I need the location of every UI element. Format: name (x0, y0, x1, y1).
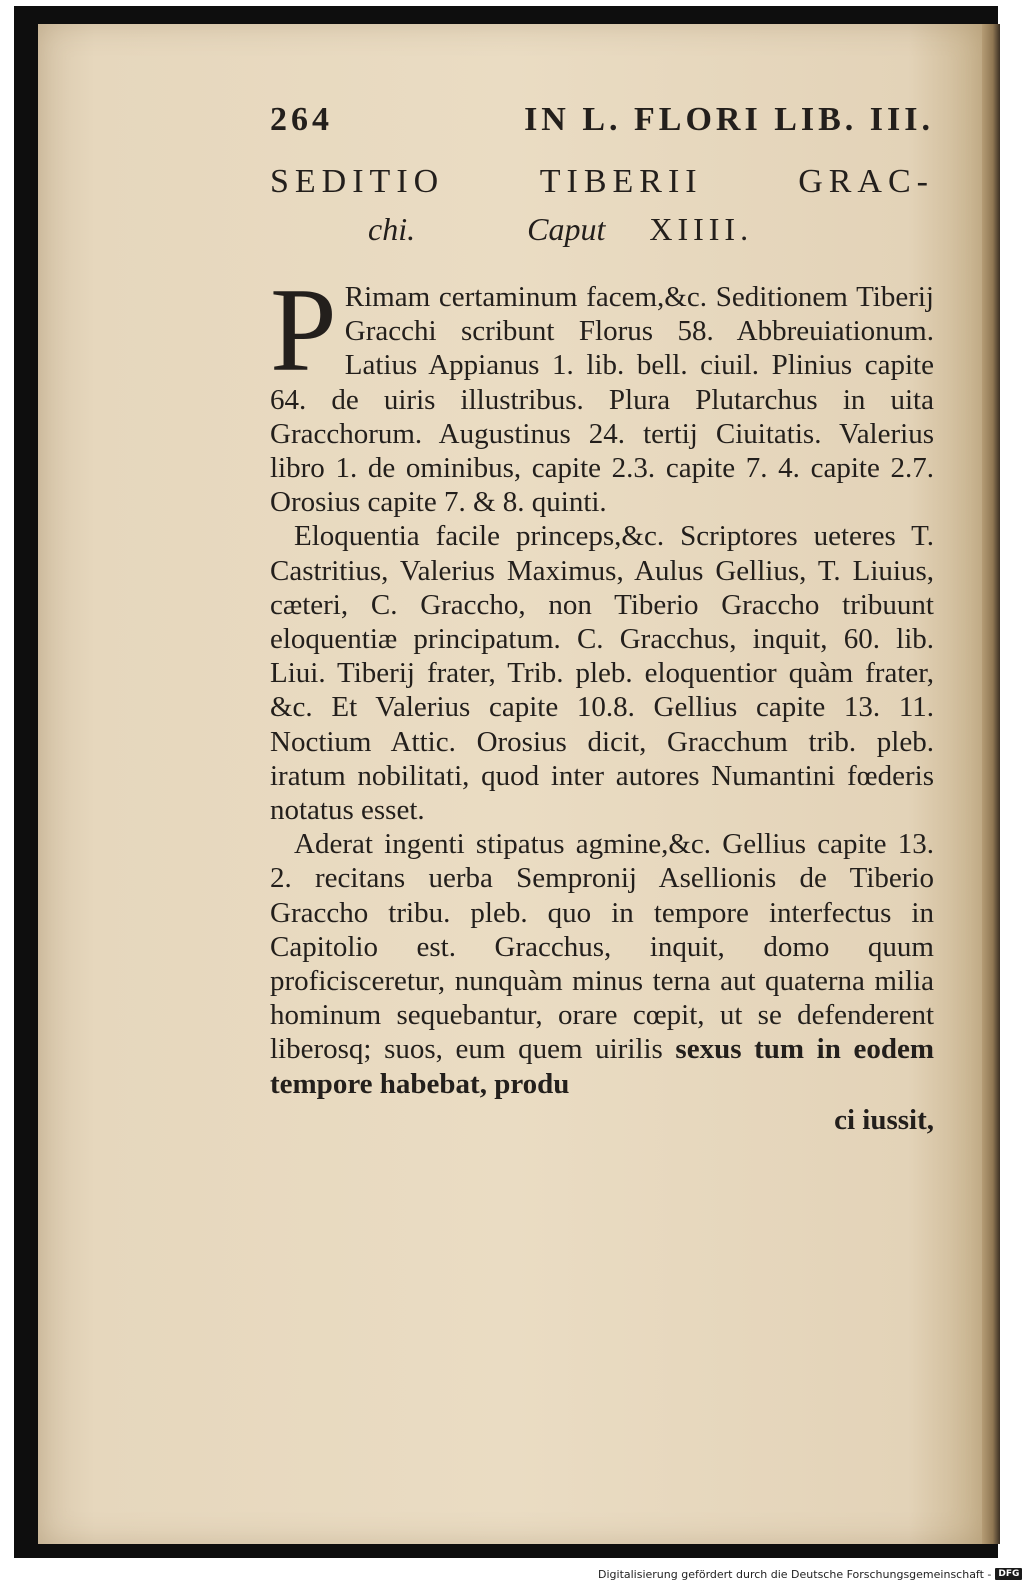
catchword: ci iussit, (834, 1103, 934, 1136)
paragraph-2 (270, 519, 934, 827)
footer-credit-text: Digitalisierung gefördert durch die Deutsche Forschungsgemeinschaft - (598, 1567, 992, 1581)
running-title: IN L. FLORI LIB. III. (524, 101, 934, 138)
body-text (270, 263, 934, 1137)
chapter-sub-2: Caput (527, 211, 606, 247)
footer-credit (598, 1566, 1022, 1582)
paragraph-1-text: Rimam certaminum facem,&c. Seditionem Tiberij Gracchi scribunt Florus 58. Abbreuiationum. Latius Appianus 1. lib. bell. ciuil. Plinius capite 64. de uiris illustribus. Plura Plutarchus in uita Gracchorum. Augustinus 24. tertij Ciuitatis. Valerius libro 1. de ominibus, capite 2.3. capite 7. 4. capite 2.7. Orosius capite 7. & 8. quinti. (270, 281, 934, 519)
page-number: 264 (270, 101, 333, 138)
text-block (270, 100, 934, 1137)
chapter-sub-1: chi. (368, 211, 416, 247)
drop-cap: P (270, 263, 337, 396)
paragraph-3-text: Aderat ingenti stipatus agmine,&c. Gellius capite 13. 2. recitans uerba Sempronij Asellionis de Tiberio Graccho tribu. pleb. quo in tempore interfectus in Capitolio est. Gracchus, inquit, domo quum proficisceretur, nunquàm minus terna aut quaterna milia hominum sequebantur, orare cœpit, ut se defenderent liberosq; suos, eum quem uirilis (270, 828, 934, 1066)
paragraph-2-text: Eloquentia facile princeps,&c. Scriptores ueteres T. Castritius, Valerius Maximus, Aulus Gellius, T. Liuius, cæteri, C. Graccho, non Tiberio Graccho tribuunt eloquentiæ principatum. C. Gracchus, inquit, 60. lib. Liui. Tiberij frater, Trib. pleb. eloquentior quàm frater, &c. Et Valerius capite 10.8. Gellius capite 13. 11. Noctium Attic. Orosius dicit, Gracchum trib. pleb. iratum nobilitati, quod inter autores Numantini fœderis notatus esset. (270, 520, 934, 827)
dfg-logo: DFG (995, 1568, 1022, 1580)
chapter-subtitle (270, 206, 934, 252)
running-head (270, 100, 934, 140)
chapter-title-left: SEDITIO (270, 163, 445, 200)
chapter-number: XIIII. (649, 211, 754, 247)
chapter-title-right: GRAC- (798, 163, 934, 200)
chapter-title-mid: TIBERII (539, 163, 703, 200)
paragraph-3 (270, 827, 934, 1101)
paragraph-3-bold-tail: sexus tum in eodem tempore habebat, produ (270, 1033, 934, 1100)
paragraph-1 (270, 263, 934, 519)
book-page (38, 24, 984, 1544)
page-edge (982, 24, 1000, 1544)
chapter-title (270, 162, 934, 202)
